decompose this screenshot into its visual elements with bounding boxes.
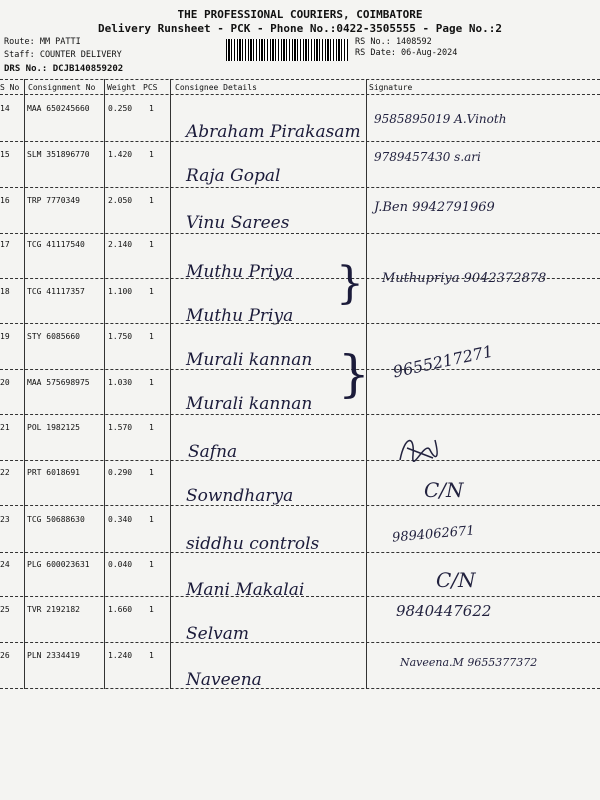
- row-pcs: 1: [149, 150, 154, 159]
- row-sno: 25: [0, 605, 10, 614]
- row-divider: [0, 323, 600, 324]
- row-consignment: TCG 41117357: [27, 287, 85, 296]
- row-divider: [0, 278, 600, 279]
- row-consignment: SLM 351896770: [27, 150, 90, 159]
- col-header-weight: Weight: [107, 83, 136, 92]
- table-top-border: [0, 79, 600, 80]
- col-header-sno: S No: [0, 83, 20, 92]
- row-signature: 9585895019 A.Vinoth: [374, 112, 507, 126]
- row-pcs: 1: [149, 515, 154, 524]
- row-signature: 9655217271: [391, 341, 495, 382]
- row-signature: C/N: [424, 478, 464, 502]
- row-pcs: 1: [149, 468, 154, 477]
- row-consignee: Sowndharya: [186, 486, 294, 506]
- row-signature: 9789457430 s.ari: [374, 150, 481, 164]
- col-divider: [104, 79, 105, 689]
- row-sno: 22: [0, 468, 10, 477]
- row-sno: 21: [0, 423, 10, 432]
- row-consignee: Muthu Priya: [186, 306, 294, 326]
- row-divider: [0, 187, 600, 188]
- row-divider: [0, 369, 600, 370]
- row-sno: 17: [0, 240, 10, 249]
- row-weight: 1.660: [108, 605, 133, 614]
- row-divider: [0, 233, 600, 234]
- row-consignment: TVR 2192182: [27, 605, 80, 614]
- row-sno: 23: [0, 515, 10, 524]
- table-header-border: [0, 94, 600, 95]
- row-sno: 26: [0, 651, 10, 660]
- row-signature: J.Ben 9942791969: [374, 200, 495, 215]
- row-weight: 0.250: [108, 104, 133, 113]
- col-divider: [24, 79, 25, 689]
- row-pcs: 1: [149, 104, 154, 113]
- row-signature: 9840447622: [396, 602, 492, 620]
- row-consignment: TCG 41117540: [27, 240, 85, 249]
- row-sno: 20: [0, 378, 10, 387]
- row-consignee: Mani Makalai: [186, 580, 305, 600]
- row-divider: [0, 141, 600, 142]
- staff-label: Staff: COUNTER DELIVERY: [4, 50, 122, 60]
- grouping-brace-icon: }: [338, 345, 370, 403]
- row-divider: [0, 688, 600, 689]
- drs-number: DRS No.: DCJB140859202: [4, 64, 124, 74]
- row-weight: 1.240: [108, 651, 133, 660]
- row-signature: C/N: [436, 568, 476, 592]
- row-consignee: Naveena: [186, 670, 262, 690]
- row-pcs: 1: [149, 378, 154, 387]
- runsheet-subtitle: Delivery Runsheet - PCK - Phone No.:0422-3505555 - Page No.:2: [98, 22, 502, 35]
- row-divider: [0, 414, 600, 415]
- row-weight: 1.570: [108, 423, 133, 432]
- row-consignee: Vinu Sarees: [186, 213, 290, 233]
- row-pcs: 1: [149, 196, 154, 205]
- row-pcs: 1: [149, 560, 154, 569]
- row-sno: 16: [0, 196, 10, 205]
- row-divider: [0, 596, 600, 597]
- row-consignee: Murali kannan: [186, 350, 313, 370]
- row-divider: [0, 642, 600, 643]
- row-weight: 1.750: [108, 332, 133, 341]
- row-consignment: PLG 600023631: [27, 560, 90, 569]
- row-consignee: Selvam: [186, 624, 250, 644]
- col-header-consignee: Consignee Details: [175, 83, 257, 92]
- row-consignee: Safna: [188, 442, 238, 462]
- row-weight: 0.340: [108, 515, 133, 524]
- row-signature: 9894062671: [391, 523, 476, 546]
- col-header-pcs: PCS: [143, 83, 158, 92]
- row-sno: 15: [0, 150, 10, 159]
- row-consignment: MAA 650245660: [27, 104, 90, 113]
- rs-date: RS Date: 06-Aug-2024: [355, 48, 458, 58]
- row-consignment: PRT 6018691: [27, 468, 80, 477]
- row-consignment: TCG 50688630: [27, 515, 85, 524]
- row-pcs: 1: [149, 332, 154, 341]
- company-title: THE PROFESSIONAL COURIERS, COIMBATORE: [177, 8, 423, 21]
- row-consignment: STY 6085660: [27, 332, 80, 341]
- row-weight: 1.030: [108, 378, 133, 387]
- row-weight: 0.040: [108, 560, 133, 569]
- row-consignment: TRP 7770349: [27, 196, 80, 205]
- row-pcs: 1: [149, 423, 154, 432]
- row-consignment: PLN 2334419: [27, 651, 80, 660]
- row-pcs: 1: [149, 651, 154, 660]
- route-label: Route: MM PATTI: [4, 37, 81, 47]
- row-consignee: Muthu Priya: [186, 262, 294, 282]
- row-consignment: MAA 575698975: [27, 378, 90, 387]
- row-weight: 0.290: [108, 468, 133, 477]
- row-divider: [0, 552, 600, 553]
- row-consignee: siddhu controls: [186, 534, 320, 554]
- col-divider: [170, 79, 171, 689]
- row-divider: [0, 505, 600, 506]
- row-pcs: 1: [149, 240, 154, 249]
- row-pcs: 1: [149, 287, 154, 296]
- row-consignee: Murali kannan: [186, 394, 313, 414]
- row-consignee: Raja Gopal: [186, 166, 281, 186]
- row-divider: [0, 460, 600, 461]
- row-weight: 2.050: [108, 196, 133, 205]
- row-weight: 1.420: [108, 150, 133, 159]
- row-signature: Naveena.M 9655377372: [400, 656, 538, 669]
- col-header-signature: Signature: [369, 83, 413, 92]
- row-consignment: POL 1982125: [27, 423, 80, 432]
- row-pcs: 1: [149, 605, 154, 614]
- col-header-consignment: Consignment No: [28, 83, 96, 92]
- rs-number: RS No.: 1408592: [355, 37, 432, 47]
- row-sno: 19: [0, 332, 10, 341]
- barcode-image: [226, 39, 348, 61]
- row-weight: 2.140: [108, 240, 133, 249]
- scribble-signature-icon: [395, 430, 445, 470]
- row-sno: 18: [0, 287, 10, 296]
- grouping-brace-icon: }: [336, 258, 364, 309]
- row-consignee: Abraham Pirakasam: [186, 122, 361, 142]
- row-signature: Muthupriya 9042372878: [382, 271, 547, 286]
- row-weight: 1.100: [108, 287, 133, 296]
- row-sno: 14: [0, 104, 10, 113]
- row-sno: 24: [0, 560, 10, 569]
